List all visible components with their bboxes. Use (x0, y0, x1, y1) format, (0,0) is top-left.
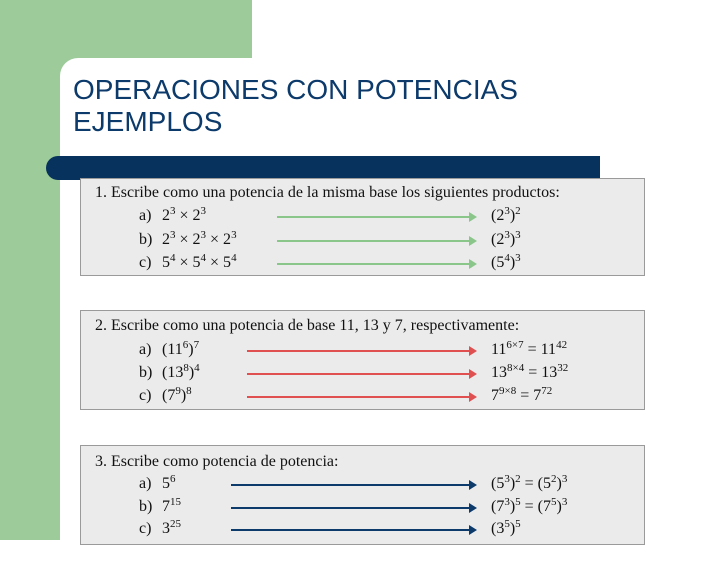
section-3-box (80, 445, 645, 545)
item-label: b) (139, 364, 153, 381)
item-label: b) (139, 498, 153, 515)
section-2-item-c (81, 385, 644, 407)
section-3-item-a (81, 473, 644, 495)
item-answer: $(5^4)^3$ (491, 252, 521, 271)
section-1-box (80, 178, 645, 276)
item-label: c) (139, 254, 152, 271)
arrow-right-icon (81, 473, 82, 474)
section-3-item-c (81, 518, 644, 540)
slide-title (73, 74, 518, 138)
section-3-item-b (81, 496, 644, 518)
section-3-question: 3. Escribe como potencia de potencia: (95, 453, 339, 470)
section-2-box (80, 310, 645, 410)
title-line-2: EJEMPLOS (73, 106, 223, 137)
item-answer: $(2^3)^3$ (491, 229, 521, 248)
section-1-item-a (81, 205, 644, 227)
arrow-right-icon (81, 205, 82, 206)
item-label: a) (139, 207, 152, 224)
item-answer: $13^{8\times 4} = 13^{32}$ (491, 362, 569, 381)
item-answer: $11^{6\times 7} = 11^{42}$ (491, 339, 568, 358)
section-1-question: 1. Escribe como una potencia de la misma base los siguientes productos: (95, 184, 560, 201)
section-2-item-b (81, 362, 644, 384)
item-expression: $3^{25}$ (162, 518, 181, 537)
title-divider-bar (46, 156, 600, 180)
section-1-item-b (81, 229, 644, 251)
arrow-right-icon (81, 385, 82, 386)
arrow-right-icon (81, 339, 82, 340)
item-label: c) (139, 520, 152, 537)
item-expression: $5^6$ (162, 473, 176, 492)
item-answer: $(7^3)^5 = (7^5)^3$ (491, 496, 568, 515)
item-answer: $7^{9\times 8} = 7^{72}$ (491, 385, 553, 404)
section-2-question: 2. Escribe como una potencia de base 11, 13 y 7, respectivamente: (95, 317, 520, 334)
item-expression: $2^3 \times 2^3$ (162, 205, 207, 224)
item-answer: $(5^3)^2 = (5^2)^3$ (491, 473, 568, 492)
arrow-right-icon (81, 362, 82, 363)
item-answer: $(2^3)^2$ (491, 205, 521, 224)
arrow-right-icon (81, 496, 82, 497)
item-answer: $(3^5)^5$ (491, 518, 521, 537)
item-expression: $(13^8)^4$ (162, 362, 200, 381)
item-expression: $7^{15}$ (162, 496, 181, 515)
item-expression: $(11^6)^7$ (162, 339, 200, 358)
item-label: b) (139, 231, 153, 248)
arrow-right-icon (81, 252, 82, 253)
section-1-item-c (81, 252, 644, 274)
item-expression: $2^3 \times 2^3 \times 2^3$ (162, 229, 237, 248)
arrow-right-icon (81, 518, 82, 519)
item-expression: $5^4 \times 5^4 \times 5^4$ (162, 252, 237, 271)
item-expression: $(7^9)^8$ (162, 385, 192, 404)
item-label: c) (139, 387, 152, 404)
item-label: a) (139, 341, 152, 358)
arrow-right-icon (81, 229, 82, 230)
item-label: a) (139, 475, 152, 492)
title-line-1: OPERACIONES CON POTENCIAS (73, 74, 518, 105)
section-2-item-a (81, 339, 644, 361)
